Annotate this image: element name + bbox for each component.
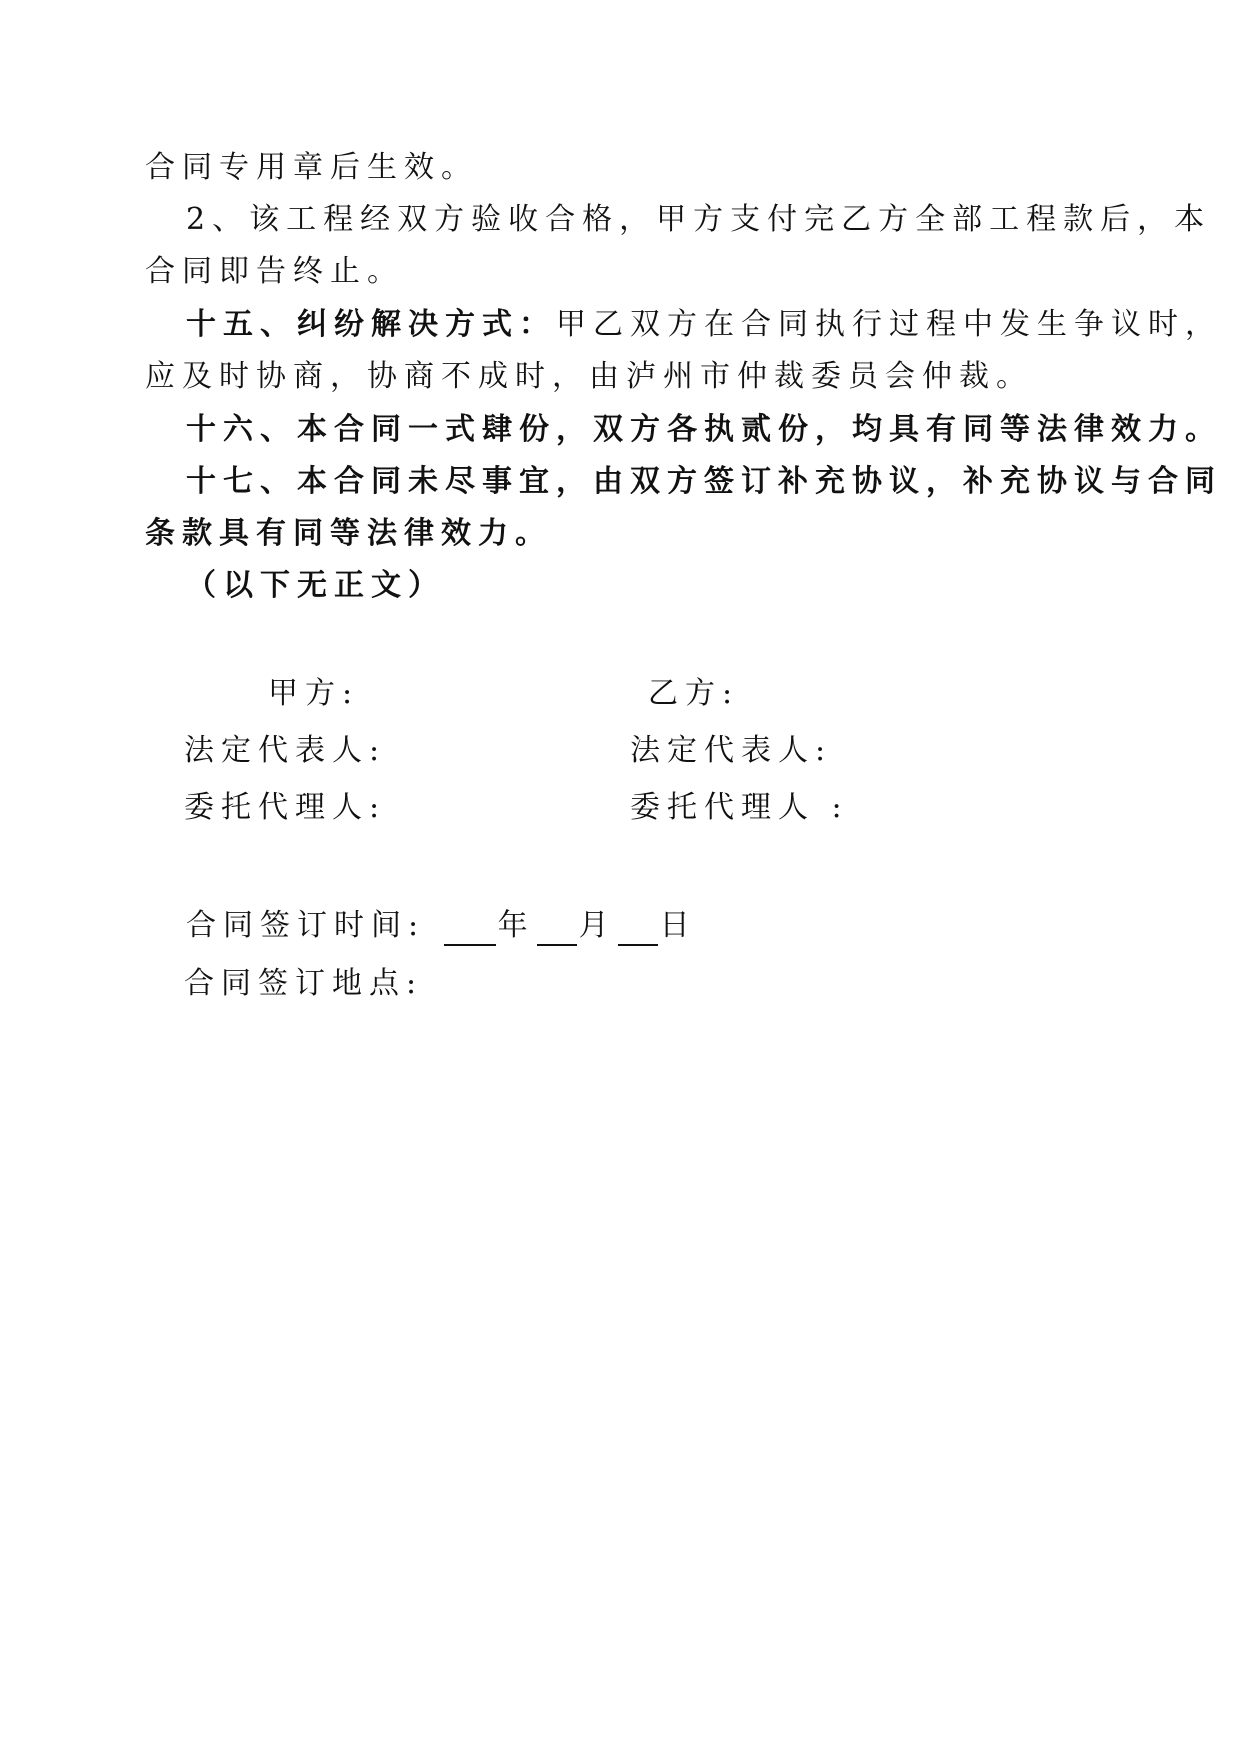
sign-year-blank[interactable] xyxy=(444,916,496,946)
clause15-text-line2: 应及时协商，协商不成时，由泸州市仲裁委员会仲裁。 xyxy=(145,359,1033,394)
party-b-label: 乙方: xyxy=(648,676,740,711)
sign-month-blank[interactable] xyxy=(537,916,577,946)
clause14-item2-line2: 合同即告终止。 xyxy=(145,254,404,289)
clause14-item2-line1: 2、该工程经双方验收合格，甲方支付完乙方全部工程款后，本 xyxy=(186,202,1212,237)
clause15-line1 xyxy=(186,305,1222,345)
party-a-label: 甲方: xyxy=(268,676,360,711)
sign-date-label: 合同签订时间: xyxy=(186,908,426,943)
sign-year-unit: 年 xyxy=(497,908,535,943)
clause15-text-line1: 甲乙双方在合同执行过程中发生争议时， xyxy=(556,307,1222,342)
clause16-text: 十六、本合同一式肆份，双方各执贰份，均具有同等法律效力。 xyxy=(186,412,1222,447)
agent-a-label: 委托代理人: xyxy=(184,790,387,825)
legal-rep-b-label: 法定代表人: xyxy=(630,733,833,768)
sign-date-row xyxy=(186,906,697,946)
clause17-line1: 十七、本合同未尽事宜，由双方签订补充协议，补充协议与合同 xyxy=(186,464,1222,499)
clause14-tail: 合同专用章后生效。 xyxy=(145,150,478,185)
clause15-heading: 十五、纠纷解决方式： xyxy=(186,307,556,342)
no-more-text: （以下无正文） xyxy=(186,568,445,603)
agent-b-label: 委托代理人 : xyxy=(630,790,849,825)
clause17-line2: 条款具有同等法律效力。 xyxy=(145,516,552,551)
sign-day-blank[interactable] xyxy=(618,916,658,946)
legal-rep-a-label: 法定代表人: xyxy=(184,733,387,768)
sign-day-unit: 日 xyxy=(659,908,697,943)
sign-place-label: 合同签订地点: xyxy=(184,966,424,1001)
sign-month-unit: 月 xyxy=(578,908,616,943)
